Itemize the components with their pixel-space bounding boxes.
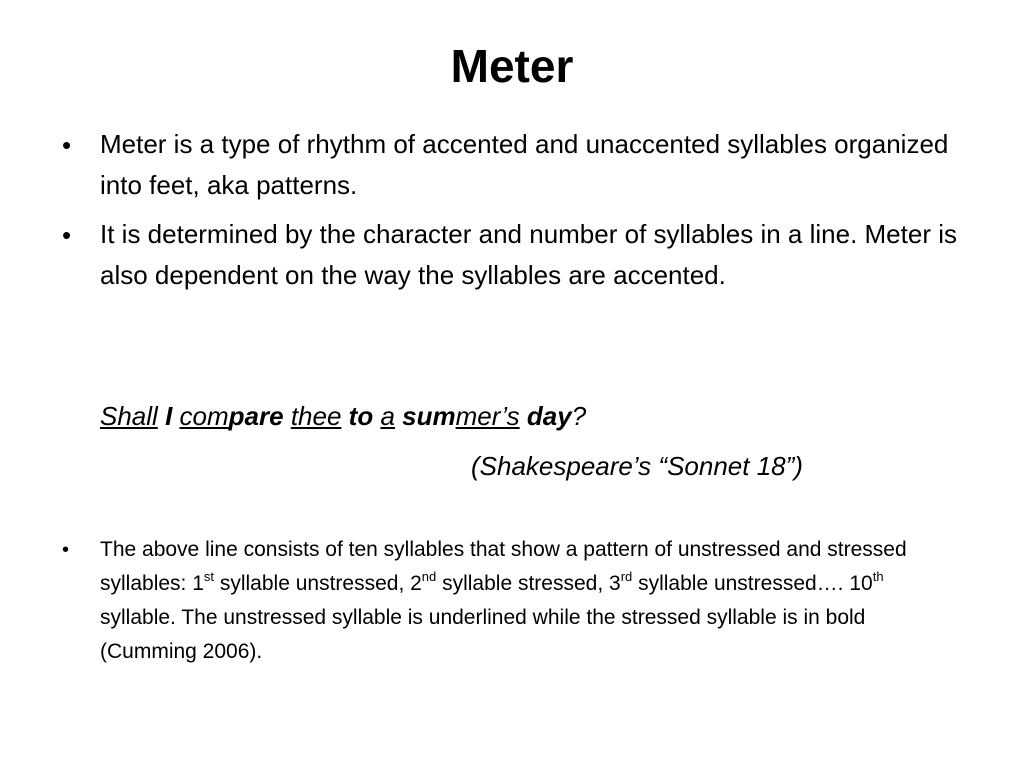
ordinal-suffix: st [203, 569, 215, 584]
verse-space [284, 401, 291, 431]
bullet-text [100, 533, 950, 669]
note-text-part: syllable unstressed…. 10 [632, 572, 873, 595]
verse-syllable: a [380, 401, 395, 431]
note-text-part: syllable. The unstressed syllable is underlined while the stressed syllable is in bold (Cumming 2006). [100, 606, 866, 663]
verse-syllable: Shall [100, 401, 158, 431]
bullet-icon: • [62, 130, 72, 160]
ordinal-suffix: rd [620, 569, 633, 584]
verse-space [158, 401, 165, 431]
verse-syllable: to [348, 401, 374, 431]
verse-syllable: day [526, 401, 572, 431]
bullet-icon: • [62, 539, 70, 561]
verse-citation: (Shakespeare’s “Sonnet 18”) [471, 451, 803, 481]
bullet-text: Meter is a type of rhythm of accented and unaccented syllables organized into feet, aka patterns. [100, 129, 949, 200]
ordinal-suffix: nd [421, 569, 437, 584]
verse-syllable: com [179, 401, 229, 431]
ordinal-suffix: th [872, 569, 884, 584]
verse-syllable: sum [402, 401, 456, 431]
verse-syllable: thee [290, 401, 342, 431]
slide-title: Meter [450, 40, 574, 92]
note-text-part: syllable stressed, 3 [436, 572, 621, 595]
verse-line [100, 393, 586, 439]
verse-space [172, 401, 179, 431]
verse-syllable: mer’s [455, 401, 520, 431]
verse-space [341, 401, 348, 431]
verse-space [520, 401, 527, 431]
note-text-part: The above line consists of ten syllables that show a pattern of unstressed and stressed syllables: 1 [100, 538, 907, 595]
verse-syllable: pare [228, 401, 284, 431]
verse-syllable: I [165, 401, 173, 431]
bullet-icon: • [62, 220, 72, 250]
verse-punctuation: ? [571, 401, 587, 431]
bullet-text: It is determined by the character and number of syllables in a line. Meter is also dependent on the way the syllables are accented. [100, 219, 957, 290]
note-text-part: syllable unstressed, 2 [214, 572, 422, 595]
